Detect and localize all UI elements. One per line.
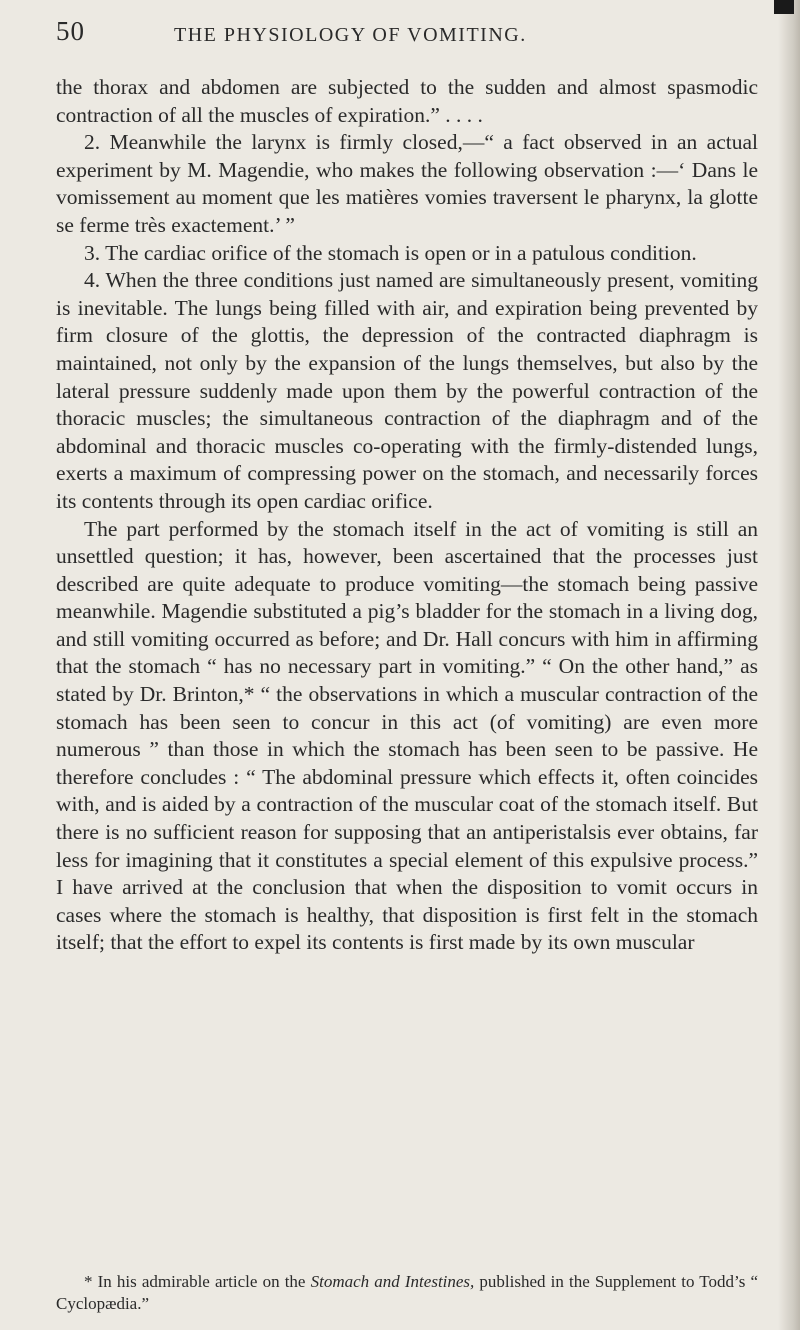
footnote-after: published in the Supplement to Todd’s “ Cyclopædia.”	[56, 1272, 758, 1313]
page-edge-shadow	[778, 0, 800, 1330]
footnote-title: Stomach and Intestines,	[310, 1272, 475, 1291]
footnote-before: * In his admirable article on the	[84, 1272, 311, 1291]
footnote	[56, 1271, 758, 1315]
page-number: 50	[56, 16, 85, 46]
footnote-text	[56, 1271, 758, 1315]
paragraph-continuation: the thorax and abdomen are subjected to the sudden and almost spasmodic contraction of all the muscles of expiration.” . . . .	[56, 75, 758, 127]
paragraph-larynx: 2. Meanwhile the larynx is firmly closed,—“ a fact observed in an actual experiment by M. Magendie, who makes the following observation :—‘ Dans le vomissement au moment que les matières vomies traversent le pharynx, la glotte se ferme très exactement.’ ”	[56, 130, 758, 237]
paragraph-cardiac-orifice: 3. The cardiac orifice of the stomach is open or in a patulous condition.	[84, 240, 697, 265]
paragraph-stomach-role: The part performed by the stomach itself in the act of vomiting is still an unsettled question; it has, however, been ascertained that the processes just described are quite adequate to produce vomiting—the stomach being passive meanwhile. Magendie substituted a pig’s bladder for the stomach in a living dog, and still vomiting occurred as before; and Dr. Hall concurs with him in affirming that the stomach “ has no necessary part in vomiting.” “ On the other hand,” as stated by Dr. Brinton,* “ the observations in which a muscular contraction of the stomach has been seen to concur in this act (of vomiting) are even more numerous ” than those in which the stomach has been seen to be passive. He therefore concludes : “ The abdominal pressure which effects it, often coincides with, and is aided by a contraction of the muscular coat of the stomach itself. But there is no sufficient reason for supposing that an antiperistalsis ever obtains, far less for imagining that it constitutes a special element of this expulsive process.” I have arrived at the conclusion that when the disposition to vomit occurs in cases where the stomach is healthy, that disposition is first felt in the stomach itself; that the effort to expel its contents is first made by its own muscular	[56, 516, 758, 955]
body-text	[56, 74, 758, 957]
running-head: THE PHYSIOLOGY OF VOMITING.	[174, 24, 527, 46]
paragraph-three-conditions: 4. When the three conditions just named are simultaneously present, vomiting is inevitable. The lungs being filled with air, and expiration being prevented by firm closure of the glottis, the depression of the contracted diaphragm is maintained, not only by the expansion of the lungs themselves, but also by the lateral pressure suddenly made upon them by the powerful contraction of the thoracic muscles; the simultaneous contraction of the diaphragm and of the abdominal and thoracic muscles co-operating with the firmly-distended lungs, exerts a maximum of compressing power on the stomach, and necessarily forces its contents through its open cardiac orifice.	[56, 268, 758, 513]
corner-mark	[774, 0, 794, 14]
page-header	[56, 16, 756, 50]
